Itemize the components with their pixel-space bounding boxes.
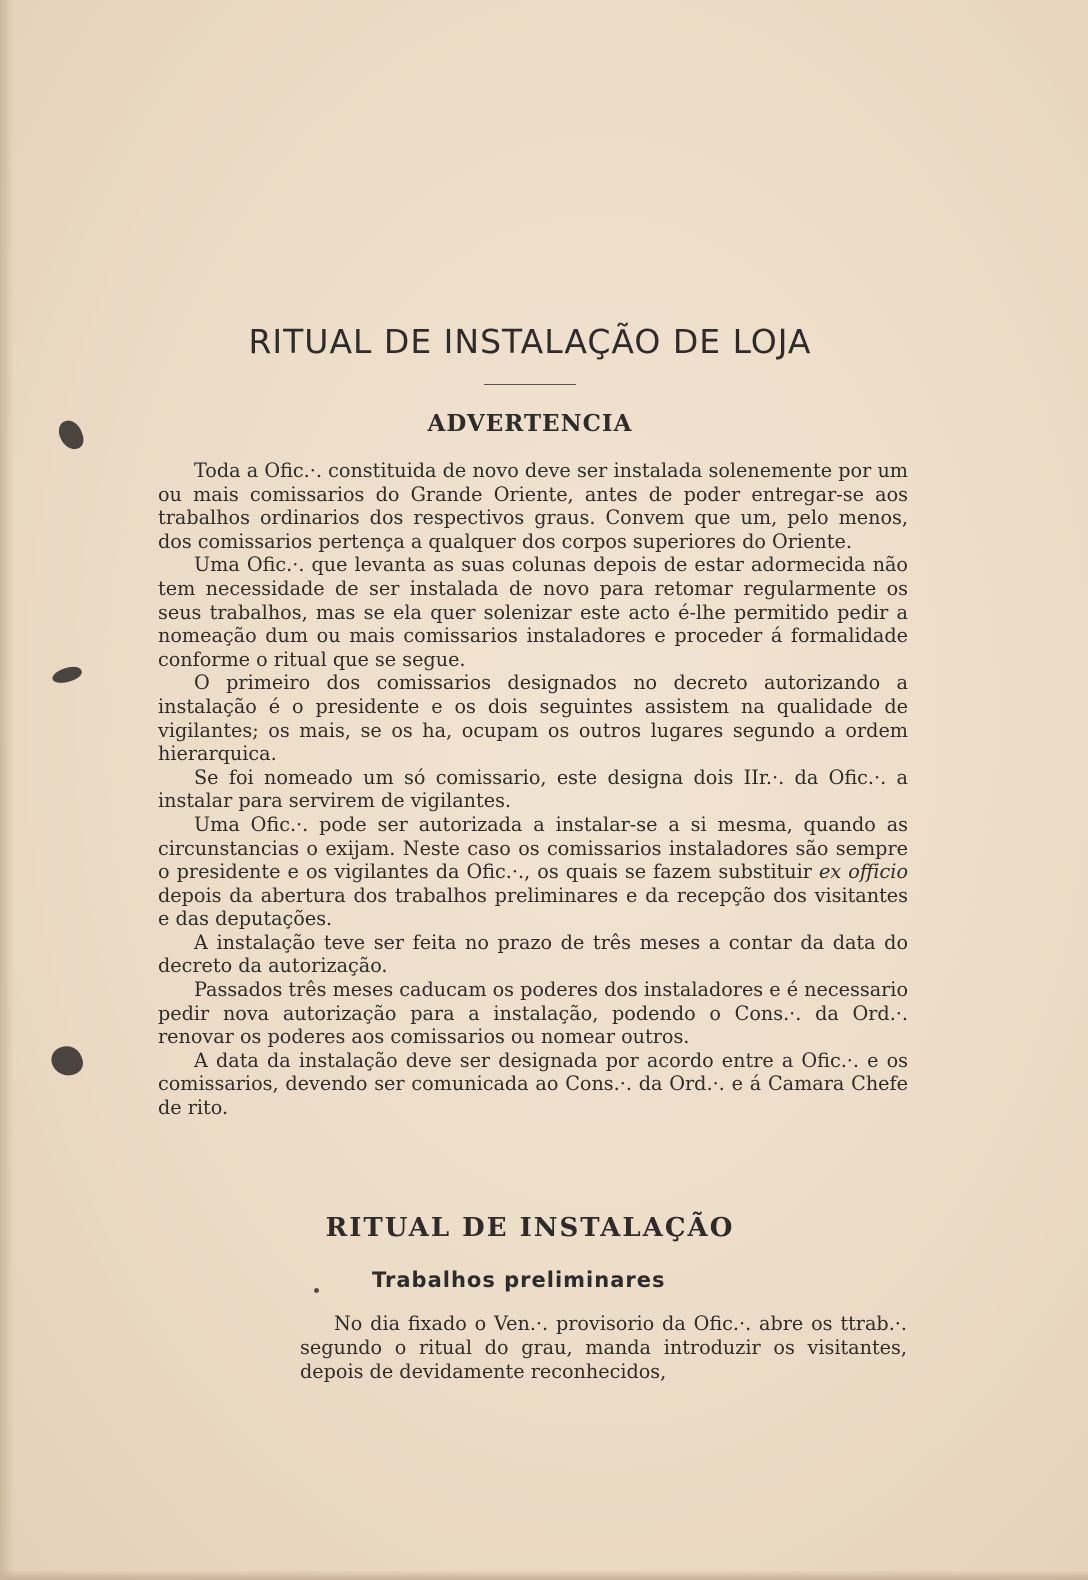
italic-phrase: ex officio bbox=[819, 860, 908, 884]
paragraph-text: depois da abertura dos trabalhos preliminares e da recepção dos visitantes e das deputações. bbox=[158, 883, 908, 931]
ink-speck bbox=[314, 1288, 319, 1293]
page-title: RITUAL DE INSTALAÇÃO DE LOJA bbox=[248, 322, 812, 361]
paragraph: Toda a Ofic.·. constituida de novo deve ser instalada solenemente por um ou mais comissarios do Grande Oriente, antes de poder entregar-se aos trabalhos ordinarios dos respectivos graus. Convem que um, pelo menos, dos comissarios pertença a qualquer dos corpos superiores do Oriente. bbox=[158, 459, 908, 553]
binding-hole-1 bbox=[56, 417, 87, 453]
section-heading: ADVERTENCIA bbox=[427, 410, 633, 437]
binding-hole-2 bbox=[51, 663, 84, 686]
preliminares-body bbox=[300, 1312, 907, 1384]
paragraph: Uma Ofic.·. que levanta as suas colunas depois de estar adormecida não tem necessidade de ser instalada de novo para retomar regularmente os seus trabalhos, mas se ela quer solenizar este acto é-lhe permitido pedir a nomeação dum ou mais comissarios instaladores e proceder á formalidade conforme o ritual que se segue. bbox=[158, 553, 908, 671]
paragraph: A data da instalação deve ser designada por acordo entre a Ofic.·. e os comissarios, devendo ser comunicada ao Cons.·. da Ord.·. e á Camara Chefe de rito. bbox=[158, 1048, 908, 1120]
paragraph: O primeiro dos comissarios designados no decreto autorizando a instalação é o presidente e os dois seguintes assistem na qualidade de vigilantes; os mais, se os ha, ocupam os outros lugares segundo a ordem hierarquica. bbox=[158, 671, 908, 766]
ritual-heading: RITUAL DE INSTALAÇÃO bbox=[325, 1213, 735, 1243]
paragraph: No dia fixado o Ven.·. provisorio da Ofic.·. abre os ttrab.·. segundo o ritual do grau, manda introduzir os visitantes, depois de devidamente reconhecidos, bbox=[300, 1312, 907, 1383]
sub-heading: Trabalhos preliminares bbox=[372, 1268, 666, 1292]
paragraph bbox=[158, 813, 908, 931]
title-rule bbox=[484, 384, 576, 385]
paragraph: A instalação teve ser feita no prazo de três meses a contar da data do decreto da autorização. bbox=[158, 930, 908, 978]
page-edge bbox=[0, 0, 14, 1580]
paragraph-text: Uma Ofic.·. pode ser autorizada a instalar-se a si mesma, quando as circunstancias o exijam. Neste caso os comissarios instaladores são sempre o presidente e os vigilantes da Ofic.·., os quais se fazem substituir bbox=[158, 812, 908, 884]
page-edge-bottom bbox=[0, 1570, 1088, 1580]
paragraph: Passados três meses caducam os poderes dos instaladores e é necessario pedir nova autorização para a instalação, podendo o Cons.·. da Ord.·. renovar os poderes aos comissarios ou nomear outros. bbox=[158, 978, 908, 1049]
binding-hole-3 bbox=[48, 1042, 86, 1080]
advertencia-body bbox=[158, 459, 908, 1120]
paragraph: Se foi nomeado um só comissario, este designa dois IIr.·. da Ofic.·. a instalar para servirem de vigilantes. bbox=[158, 765, 908, 813]
